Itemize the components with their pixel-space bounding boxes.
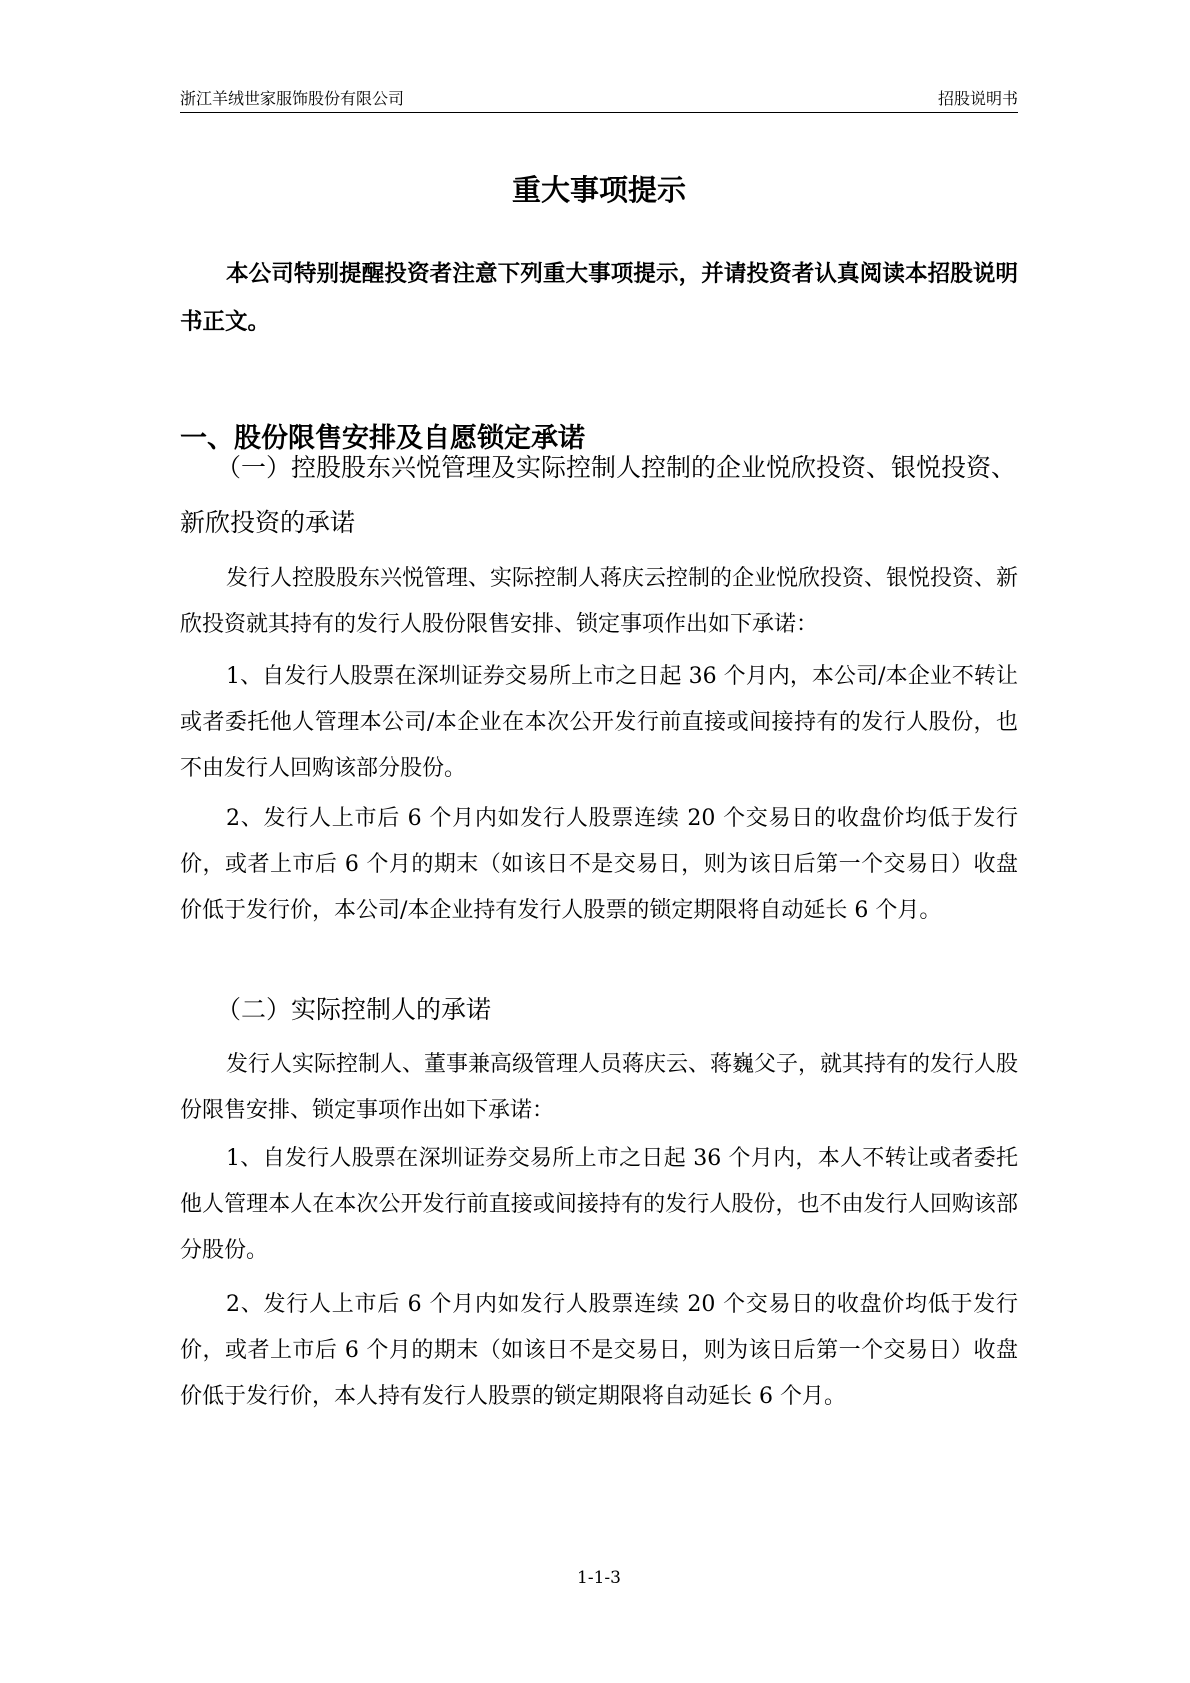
subsection-2-heading: （二）实际控制人的承诺 [216,995,492,1024]
page-title: 重大事项提示 [511,173,686,207]
sub2-commitment-2: 2、发行人上市后 6 个月内如发行人股票连续 20 个交易日的收盘价均低于发行价，或者上市后 6 个月的期末（如该日不是交易日，则为该日后第一个交易日）收盘价低于发行价，本人持有发行人股票的锁定期限将自动延长 6 个月。 [180,1292,1018,1409]
sub1-paragraph-intro: 发行人控股股东兴悦管理、实际控制人蒋庆云控制的企业悦欣投资、银悦投资、新欣投资就其持有的发行人股份限售安排、锁定事项作出如下承诺： [180,566,1019,637]
sub1-commitment-1: 1、自发行人股票在深圳证券交易所上市之日起 36 个月内，本公司/本企业不转让或者委托他人管理本公司/本企业在本次公开发行前直接或间接持有的发行人股份，也不由发行人回购该部分股份。 [180,664,1018,781]
sub2-commitment-1: 1、自发行人股票在深圳证券交易所上市之日起 36 个月内，本人不转让或者委托他人管理本人在本次公开发行前直接或间接持有的发行人股份，也不由发行人回购该部分股份。 [180,1146,1018,1263]
intro-notice: 本公司特别提醒投资者注意下列重大事项提示，并请投资者认真阅读本招股说明书正文。 [180,261,1018,335]
page-number: 1-1-3 [577,1568,621,1588]
sub1-commitment-2: 2、发行人上市后 6 个月内如发行人股票连续 20 个交易日的收盘价均低于发行价，或者上市后 6 个月的期末（如该日不是交易日，则为该日后第一个交易日）收盘价低于发行价，本公司/本企业持有发行人股票的锁定期限将自动延长 6 个月。 [180,806,1018,923]
sub2-paragraph-intro: 发行人实际控制人、董事兼高级管理人员蒋庆云、蒋巍父子，就其持有的发行人股份限售安排、锁定事项作出如下承诺： [180,1052,1019,1123]
section-1-heading: 一、股份限售安排及自愿锁定承诺 [180,423,585,454]
header-company: 浙江羊绒世家服饰股份有限公司 [180,89,405,108]
subsection-1-heading: （一）控股股东兴悦管理及实际控制人控制的企业悦欣投资、银悦投资、新欣投资的承诺 [180,453,1017,537]
page-header [180,80,1018,113]
header-doc-type: 招股说明书 [937,89,1018,108]
